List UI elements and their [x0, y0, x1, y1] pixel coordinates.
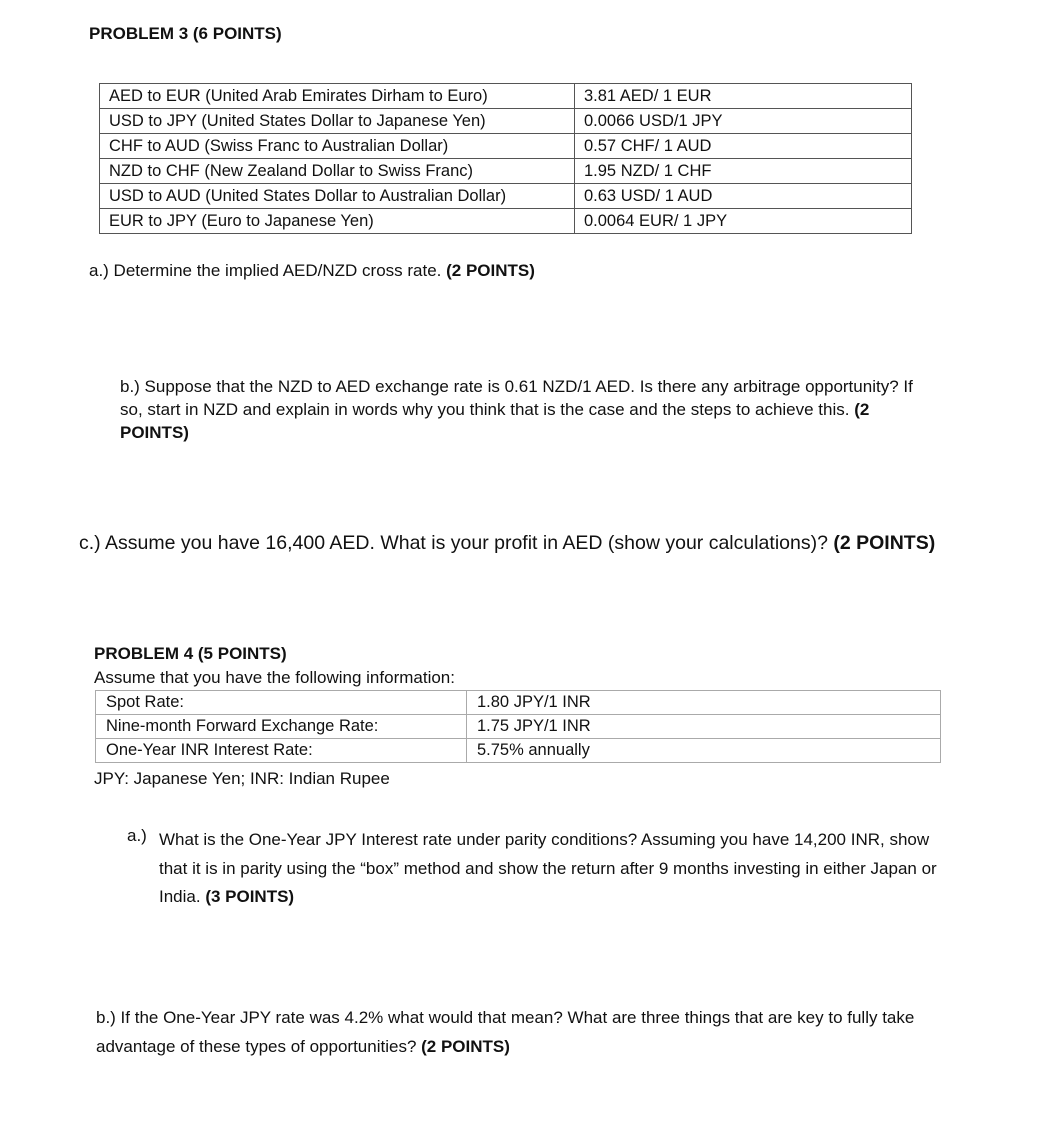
parity-info-table	[95, 690, 941, 763]
question-text: c.) Assume you have 16,400 AED. What is your profit in AED (show your calculations)?	[79, 532, 834, 554]
rate-cell: 0.63 USD/ 1 AUD	[575, 184, 912, 209]
table-row	[100, 209, 912, 234]
points-label: (2 POINTS)	[421, 1036, 510, 1056]
rate-cell: 3.81 AED/ 1 EUR	[575, 84, 912, 109]
problem-4-intro: Assume that you have the following information:	[94, 668, 455, 687]
table-row	[100, 134, 912, 159]
info-label-cell: Spot Rate:	[96, 691, 467, 715]
table-row	[96, 739, 941, 763]
info-value-cell: 5.75% annually	[467, 739, 941, 763]
info-label-cell: One-Year INR Interest Rate:	[96, 739, 467, 763]
question-3b	[120, 375, 940, 444]
currency-note: JPY: Japanese Yen; INR: Indian Rupee	[94, 769, 390, 788]
currency-pair-cell: EUR to JPY (Euro to Japanese Yen)	[100, 209, 575, 234]
currency-pair-cell: USD to AUD (United States Dollar to Australian Dollar)	[100, 184, 575, 209]
question-4b	[96, 1004, 946, 1061]
question-4a-label: a.)	[127, 826, 147, 845]
question-text: b.) Suppose that the NZD to AED exchange rate is 0.61 NZD/1 AED. Is there any arbitrage opportunity? If so, start in NZD and explain in words why you think that is the case and the steps to achieve this.	[120, 377, 913, 419]
question-text: What is the One-Year JPY Interest rate under parity conditions? Assuming you have 14,200 INR, show that it is in parity using the “box” method and show the return after 9 months investing in either Japan or India.	[159, 830, 937, 906]
table-row	[100, 159, 912, 184]
info-label-cell: Nine-month Forward Exchange Rate:	[96, 715, 467, 739]
rate-cell: 0.0066 USD/1 JPY	[575, 109, 912, 134]
points-label: (3 POINTS)	[205, 887, 295, 906]
rate-cell: 0.57 CHF/ 1 AUD	[575, 134, 912, 159]
currency-pair-cell: NZD to CHF (New Zealand Dollar to Swiss Franc)	[100, 159, 575, 184]
table-row	[100, 84, 912, 109]
rate-cell: 1.95 NZD/ 1 CHF	[575, 159, 912, 184]
question-3a	[89, 261, 535, 281]
question-4a	[159, 826, 949, 912]
info-value-cell: 1.75 JPY/1 INR	[467, 715, 941, 739]
question-text: b.) If the One-Year JPY rate was 4.2% what would that mean? What are three things that are key to fully take advantage of these types of opportunities?	[96, 1008, 915, 1056]
problem-4-title: PROBLEM 4 (5 POINTS)	[94, 644, 287, 663]
currency-pair-cell: AED to EUR (United Arab Emirates Dirham to Euro)	[100, 84, 575, 109]
table-row	[96, 691, 941, 715]
table-row	[100, 109, 912, 134]
table-row	[100, 184, 912, 209]
question-text: a.) Determine the implied AED/NZD cross rate.	[89, 261, 447, 280]
points-label: (2 POINTS)	[120, 400, 870, 442]
table-row	[96, 715, 941, 739]
points-label: (2 POINTS)	[446, 261, 535, 280]
question-3c	[79, 532, 935, 555]
points-label: (2 POINTS)	[833, 532, 936, 554]
exchange-rates-table	[99, 83, 912, 234]
currency-pair-cell: CHF to AUD (Swiss Franc to Australian Dollar)	[100, 134, 575, 159]
rate-cell: 0.0064 EUR/ 1 JPY	[575, 209, 912, 234]
info-value-cell: 1.80 JPY/1 INR	[467, 691, 941, 715]
currency-pair-cell: USD to JPY (United States Dollar to Japanese Yen)	[100, 109, 575, 134]
problem-3-title: PROBLEM 3 (6 POINTS)	[89, 24, 282, 43]
